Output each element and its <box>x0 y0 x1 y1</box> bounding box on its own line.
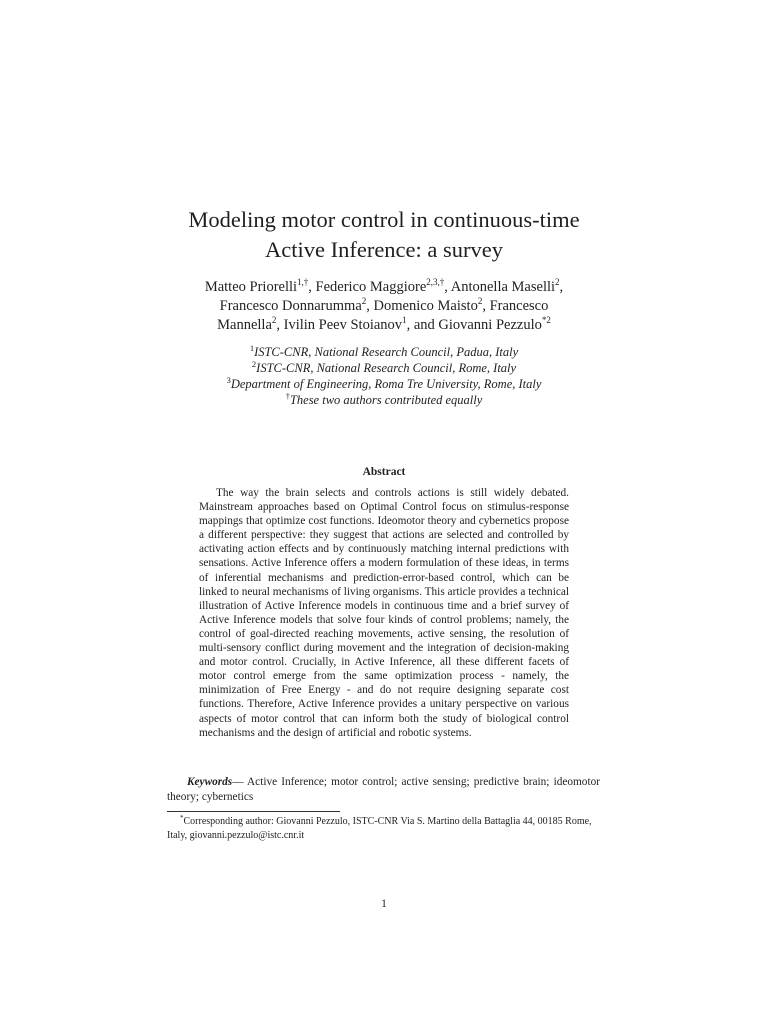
affiliation-item <box>0 376 768 392</box>
author-name: Antonella Maselli <box>450 279 556 295</box>
author-name: Mannella <box>217 317 272 333</box>
author-affiliation-mark: 2 <box>555 277 560 287</box>
affiliation-text: Department of Engineering, Roma Tre University, Rome, Italy <box>230 377 542 391</box>
affiliation-item <box>0 360 768 376</box>
author-affiliation-mark: 2,3,† <box>426 277 445 287</box>
author-name: Ivilin Peev Stoianov <box>283 317 403 333</box>
footnote-rule <box>167 811 340 812</box>
keywords-separator: — <box>232 776 244 788</box>
abstract-heading: Abstract <box>362 466 406 478</box>
author-name: Francesco Donnarumma <box>219 298 362 314</box>
affiliation-item <box>0 392 768 408</box>
affiliation-mark: 3 <box>226 375 231 385</box>
author-line-2: Francesco Donnarumma$^2$, Domenico Maisto$^2$, Francesco <box>219 296 549 314</box>
affiliation-mark: † <box>285 391 290 401</box>
corresponding-author-footnote <box>167 815 607 843</box>
page-number: 1 <box>381 898 387 910</box>
affiliation-item <box>0 344 768 360</box>
paper-title <box>0 205 768 265</box>
author-name: Domenico Maisto <box>373 298 478 314</box>
affiliation-list <box>0 344 768 408</box>
affiliation-text: These two authors contributed equally <box>289 393 483 407</box>
footnote-text: Corresponding author: Giovanni Pezzulo, ISTC-CNR Via S. Martino della Battaglia 44, 00185 Rome, Italy, giovanni.pezzulo@istc.cnr.it <box>167 816 592 841</box>
author-affiliation-mark: 1 <box>402 315 407 325</box>
author-name: Matteo Priorelli <box>204 279 298 295</box>
keywords-text: Active Inference; motor control; active sensing; predictive brain; ideomotor theory; cybernetics <box>167 776 600 803</box>
author-line-3: Mannella$^2$, Ivilin Peev Stoianov$^1$, and Giovanni Pezzulo$^{*2}$ <box>217 315 551 333</box>
author-line-1: Matteo Priorelli$^{1,\dagger}$, Federico Maggiore$^{2,3,\dagger}$, Antonella Maselli$^2$, <box>204 277 564 295</box>
keywords-label: Keywords <box>187 776 233 788</box>
abstract-text: The way the brain selects and controls actions is still widely debated. Mainstream approaches based on Optimal Control focus on stimulus-response mappings that optimize cost functions. Ideomotor theory and cybernetics propose a different perspective: they suggest that actions are selected and controlled by activating action effects and by continuously matching internal predictions with sensations. Active Inference offers a modern formulation of these ideas, in terms of inferential mechanisms and prediction-error-based control, which can be linked to neural mechanisms of living organisms. This article provides a technical illustration of Active Inference models in continuous time and a brief survey of Active Inference models that solve four kinds of control problems; namely, the control of goal-directed reaching movements, active sensing, the resolution of multi-sensory conflict during movement and the integration of decision-making and motor control. Crucially, in Active Inference, all these different facets of motor control emerge from the same optimization process - namely, the minimization of Free Energy - and do not require designing separate cost functions. Therefore, Active Inference provides a unitary perspective on various aspects of motor control that can inform both the study of biological control mechanisms and the design of artificial and robotic systems. <box>199 487 569 739</box>
author-affiliation-mark: 2 <box>477 296 483 306</box>
author-name: Giovanni Pezzulo <box>438 317 542 333</box>
affiliation-mark: 2 <box>251 359 257 369</box>
author-affiliation-mark: 1,† <box>297 277 309 287</box>
author-list <box>0 278 768 335</box>
author-affiliation-mark: *2 <box>541 315 551 325</box>
author-affiliation-mark: 2 <box>271 315 277 325</box>
affiliation-text: ISTC-CNR, National Research Council, Padua, Italy <box>254 345 519 359</box>
affiliation-text: ISTC-CNR, National Research Council, Rome, Italy <box>256 361 517 375</box>
author-name: Federico Maggiore <box>315 279 427 295</box>
title-line-2: Active Inference: a survey <box>265 237 503 262</box>
title-line-1: Modeling motor control in continuous-time <box>188 207 580 232</box>
affiliation-mark: 1 <box>249 343 255 353</box>
author-affiliation-mark: 2 <box>361 296 367 306</box>
keywords <box>167 775 600 804</box>
footnote-mark: * <box>180 814 184 822</box>
author-name: Francesco <box>489 298 549 314</box>
